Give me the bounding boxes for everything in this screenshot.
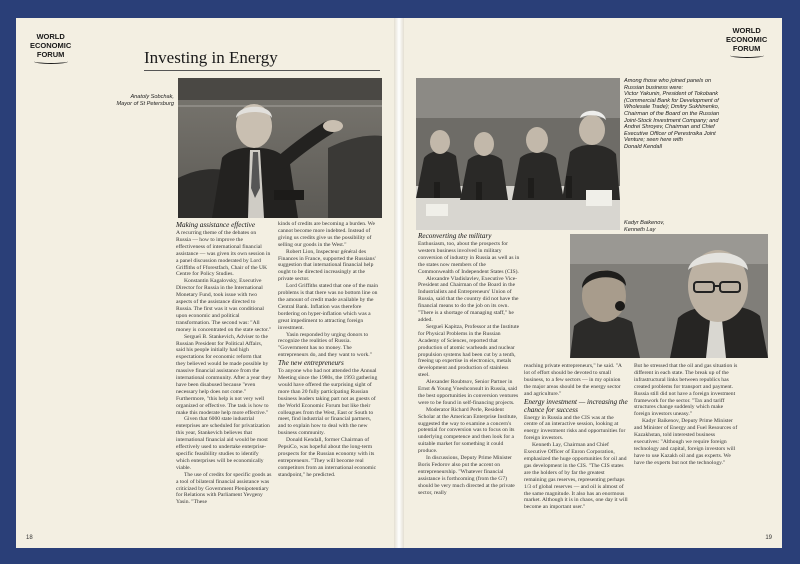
body-paragraph: To anyone who had not attended the Annual Meeting since the 1980s, the 1993 gathering would have offered the surprising sight of more than 20 fully participating Russian business leaders taking part not as guests of the World Economic Forum but like their colleagues from the West, East or South to meet, find industrial or financial partners, and to explain how to deal with the new business community. bbox=[278, 368, 378, 437]
logo-line: ECONOMIC bbox=[30, 41, 72, 50]
section-heading: The new entrepreneurs bbox=[278, 359, 344, 368]
body-paragraph: Sergueï Kapitza, Professor at the Institute for Physical Problems in the Russian Academy of Sciences, reported that production of atomic warheads and nuclear propulsion systems had been cut by a tenth, freeing up expertise in electronics, metals development and production of stainless steel. bbox=[418, 323, 520, 379]
body-paragraph: Yasin responded by urging donors to recognize the realities of Russia. "Government has no money. The entrepreneurs do, and they want to work." bbox=[278, 331, 372, 359]
caption-line: Kenneth Lay bbox=[624, 226, 656, 233]
caption-line: Among those who joined panels on bbox=[624, 78, 712, 84]
body-paragraph: A recurring theme of the debates on Russia — how to improve the effectiveness of international financial assistance — was given its own session in a panel discussion moderated by Lord Griffiths of Fforestfach, Chair of the UK Centre for Policy Studies. bbox=[176, 230, 271, 278]
caption-line: Andrei Shroyev, Chairman and Chief bbox=[624, 124, 715, 131]
logo-line: FORUM bbox=[732, 44, 761, 53]
wef-logo bbox=[726, 26, 767, 60]
body-paragraph: But he stressed that the oil and gas situation is different in each state. The break up of the infrastructural links between republics has created problems for transport and payment. Russia still did not have a foreign investment framework for the sector. "Tax and tariff structures change suddenly which make foreign investors uneasy." bbox=[634, 363, 738, 418]
body-paragraph: Given that 6000 state industrial enterprises are scheduled for privatization this year, Stankevich believes that international financial aid would be most effectively used to undertake enterprise-specific feasibility studies to identify which enterprises will be economically viable. bbox=[176, 416, 270, 471]
caption-line: Donald Kendall bbox=[624, 143, 662, 150]
body-paragraph: Kenneth Lay, Chairman and Chief Executive Officer of Enron Corporation, emphasized the huge opportunities for oil and gas development in the CIS. "The CIS states are the holders of by far the greatest remaining gas reserves, representing perhaps 1/3 of global reserves — and oil is almost of the same magnitude. It also has an enormous market. Although it is in chaos, one day it will become an important user." bbox=[524, 442, 628, 511]
sobchak-photo bbox=[178, 78, 382, 218]
caption-line: Victor Yakunin, President of Tokobank bbox=[624, 91, 719, 98]
body-paragraph: kinds of credits are becoming a burden. We cannot become more indebted. Instead of giving us credits give us the possibility of selling our goods in the West." bbox=[278, 221, 375, 248]
body-paragraph: Sergueï B. Stankevich, Adviser to the Russian President for Political Affairs, said his people initially had high expectations for economic reform that they believed would be made possible by massive financial assistance from the international community. After a year they have been disabused because "even necessary help does not come." Furthermore, "this help is not very well organized or effective. The task is how to make this moderate help more effective." bbox=[176, 333, 272, 416]
body-paragraph: Energy in Russia and the CIS was at the centre of an interactive session, looking at energy investment risks and opportunities for foreign investors. bbox=[524, 414, 626, 442]
logo-line: FORUM bbox=[36, 50, 65, 59]
body-paragraph: Konstantin Kagalovsky, Executive Director for Russia in the International Monetary Fund, took issue with two aspects of the assistance directed to Russia. The first was it was conditional upon economic and political transformation. The second was: "All money is concentrated on the state sector." bbox=[176, 278, 272, 333]
body-paragraph: Lord Griffiths stated that one of the main problems is that there was no bottom line on the amount of credit made available by the Central Bank. Inflation was therefore bordering on hyper-inflation which was a great impediment to attracting foreign investment. bbox=[278, 283, 379, 331]
body-paragraph: The use of credits for specific goods as a tool of bilateral financial assistance was criticized by Government Plenipotentiary for Relations with Parliament Yevgeny Yasin. "These bbox=[176, 471, 272, 506]
title-rule bbox=[144, 70, 380, 71]
body-paragraph: Donald Kendall, former Chairman of PepsiCo, was hopeful about the long-term prospects for the Russian economy with its entrepreneurs. "They will become real competitors from an international economic standpoint," he predicted. bbox=[278, 437, 377, 478]
body-paragraph: Kadyr Baikenov, Deputy Prime Minister and Minister of Energy and Fuel Resources of Kazakhstan, told interested business executives: "Although we require foreign technology and capital, foreign investors will have to use Kazakh oil and gas experts. We have the experts but not the technology." bbox=[634, 418, 738, 466]
portrait-photo-caption bbox=[624, 220, 704, 233]
body-paragraph: Moderator Richard Perle, Resident Scholar at the American Enterprise Institute, suggested the way to examine a concern's potential for conversion was to focus on its underlying competence and then look for a suitable market for something it could produce. bbox=[418, 406, 518, 455]
page-title: Investing in Energy bbox=[144, 48, 278, 67]
wef-logo bbox=[30, 32, 71, 66]
left-column-2 bbox=[278, 221, 380, 479]
logo-line: WORLD bbox=[36, 32, 65, 41]
logo-line: WORLD bbox=[732, 26, 761, 35]
caption-line: Joint-Stock Investment Company; and bbox=[624, 117, 719, 124]
caption-line: Venture; seen here with bbox=[624, 137, 683, 144]
body-paragraph: reaching private entrepreneurs," he said. "A lot of effort should be devoted to small business, to a few sectors — in my opinion the major areas should be the energy sector and agriculture." bbox=[524, 363, 622, 397]
body-paragraph: Robert Lion, Inspecteur général des Finances in France, supported the Russians' suggestion that international financial help ought to be directed increasingly at the private sector. bbox=[278, 248, 376, 283]
caption-line: Mayor of St Petersburg bbox=[116, 100, 174, 107]
photo-caption bbox=[102, 94, 174, 107]
baikenov-lay-photo bbox=[570, 234, 768, 358]
section-heading: Reconverting the military bbox=[418, 232, 492, 240]
body-paragraph: Alexandre Vladislavlev, Executive Vice-President and Chairman of the Board in the Industrialists and Entrepreneurs' Union of Russia, said that the country did not have the financial means to do the job on its own. "There is a shortage of managing staff," he added. bbox=[418, 275, 519, 323]
caption-line: (Commercial Bank for Development of bbox=[624, 97, 719, 104]
logo-line: ECONOMIC bbox=[726, 35, 768, 44]
page-number: 19 bbox=[765, 535, 772, 541]
caption-line: Kadyr Baikenov, bbox=[624, 220, 665, 226]
body-paragraph: In discussions, Deputy Prime Minister Boris Fedorov also put the accent on entrepreneurship. "Whatever financial assistance is forthcoming (from the G7) should be very much directed at the private sector, really bbox=[418, 455, 515, 496]
caption-line: Chairman of the Board on the Russian bbox=[624, 110, 720, 117]
right-column-3 bbox=[634, 363, 740, 467]
right-column-2 bbox=[524, 363, 628, 511]
body-paragraph: Enthusiasm, too, about the prospects for western business involved in military conversion of industry in Russia as well as in the states now members of the Commonwealth of Independent States (CIS). bbox=[418, 241, 520, 275]
caption-line: Wholesale Trade); Dmitry Sukhinenko, bbox=[624, 104, 720, 111]
section-heading: Making assistance effective bbox=[176, 221, 256, 229]
left-page bbox=[16, 18, 394, 548]
logo-swoosh-icon bbox=[34, 59, 68, 64]
logo-swoosh-icon bbox=[730, 53, 764, 58]
section-heading: Energy investment — increasing the chance for success bbox=[524, 397, 628, 414]
panel-photo bbox=[416, 78, 620, 230]
page-number: 18 bbox=[26, 535, 33, 541]
panel-photo-caption bbox=[624, 78, 742, 151]
caption-line: Anatoly Sobchak, bbox=[130, 94, 174, 100]
right-column-1 bbox=[418, 232, 520, 497]
left-column-1 bbox=[176, 221, 272, 506]
body-paragraph: Alexander Roubtsov, Senior Partner in Ernst & Young Vneshconsult in Russia, said the best opportunities in conversion ventures were to be found in self-financing projects. bbox=[418, 379, 519, 406]
caption-line: Executive Officer of Perestroika Joint bbox=[624, 130, 716, 137]
right-page bbox=[404, 18, 782, 548]
caption-line: Russian business were: bbox=[624, 84, 684, 91]
